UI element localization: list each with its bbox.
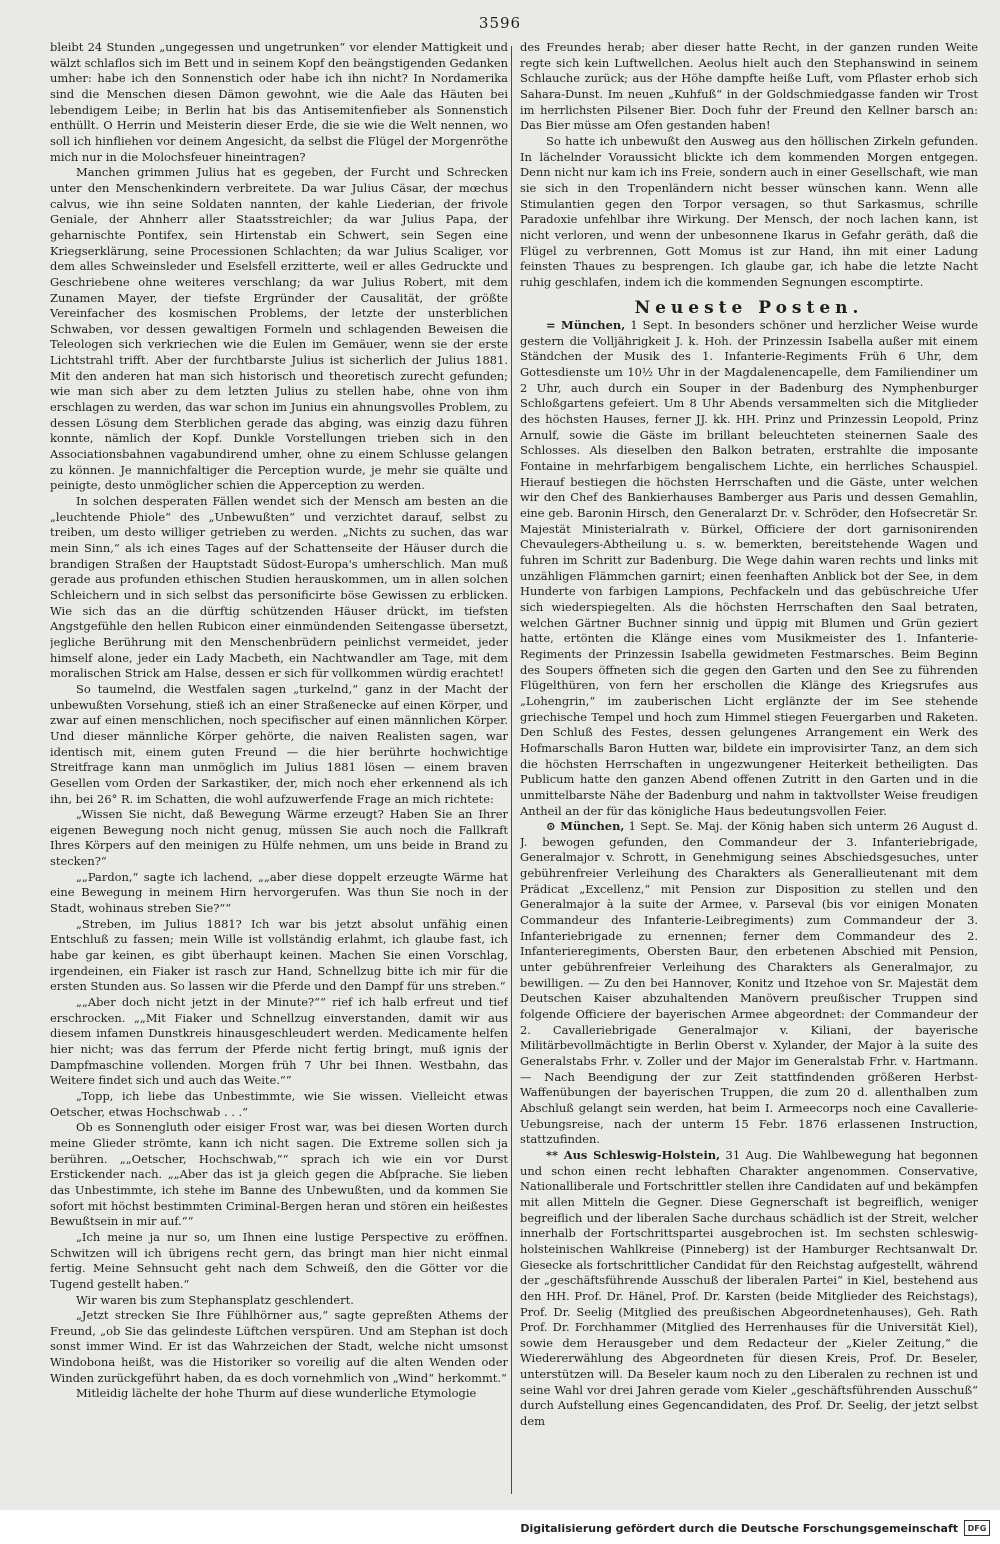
- column-right: [520, 40, 978, 1492]
- funding-note: Digitalisierung gefördert durch die Deutsche Forschungsgemeinschaft: [520, 1521, 958, 1535]
- paragraph: [50, 1293, 508, 1309]
- paragraph-text: „„Aber doch nicht jetzt in der Minute?““ rief ich halb erfreut und tief erschrocken. „„Mit Fiaker und Schnellzug einverstanden, damit wir aus diesem infamen Dunstkreis hinausgeschleudert werden. Medicamente helfen hier nicht; was das ferrum der Pferde nicht fertig bringt, muß ignis der Dampfmaschine vollenden. Morgen früh 7 Uhr bei Ihnen. Westbahn, das Weitere findet sich und auch das Weite.““: [50, 995, 508, 1088]
- paragraph-text: „Ich meine ja nur so, um Ihnen eine lustige Perspective zu eröffnen. Schwitzen will ich übrigens recht gern, das bringt man hier nicht einmal fertig. Meine Sehnsucht geht nach dem Schweiß, den die Götter vor die Tugend gestellt haben.“: [50, 1229, 508, 1291]
- paragraph-text: „Jetzt strecken Sie Ihre Fühlhörner aus,“ sagte gepreßten Athems der Freund, „ob Sie das gelindeste Lüftchen verspüren. Und am Stephan ist doch sonst immer Wind. Er ist das Wahrzeichen der Stadt, welche nicht umsonst Windobona heißt, was die Historiker so voreilig auf die alten Wenden oder Winden zurückgeführt haben, da es doch vornehmlich von „Wind“ herkommt.“: [50, 1308, 508, 1385]
- paragraph-text: des Freundes herab; aber dieser hatte Recht, in der ganzen runden Weite regte sich kein Luftwellchen. Aeolus hielt auch den Stephanswind in seinem Schlauche zurück; aus der Höhe dampfte heiße Luft, vom Pflaster erhob sich Sahara-Dunst. Im neuen „Kuhfuß“ in der Goldschmiedgasse fanden wir Trost im herrlichsten Pilsener Bier. Doch fuhr der Freund den Kellner barsch an: Das Bier müsse am Ofen gestanden haben!: [520, 40, 978, 133]
- paragraph: [50, 165, 508, 494]
- paragraph-text: So hatte ich unbewußt den Ausweg aus den höllischen Zirkeln gefunden. In lächelnder Voraussicht blickte ich dem kommenden Morgen entgegen. Denn nicht nur kam ich ins Freie, sondern auch in einer Gesellschaft, wie man sie sich in den Tropenländern nicht besser wünschen kann. Wenn alle Stimulantien gegen den Torpor versagen, so thut Sarkasmus, schrille Paradoxie unfehlbar ihre Wirkung. Der Mensch, der noch lachen kann, ist nicht verloren, und wenn der unbesonnene Ikarus in Gefahr geräth, daß die Flügel zu verbrennen, Gott Momus ist zur Hand, ihn mit einer Ladung feinsten Thaues zu besprengen. Ich glaube gar, ich habe die letzte Nacht ruhig geschlafen, indem ich die kommenden Segnungen escomptirte.: [520, 133, 978, 289]
- section-heading: Neueste Posten.: [634, 297, 864, 318]
- paragraph-text: 1 Sept. Se. Maj. der König haben sich unterm 26 August d. J. bewogen gefunden, den Commandeur der 3. Infanteriebrigade, Generalmajor v. Schrott, in Genehmigung seines Abschiedsgesuches, unter gebührenfreier Verleihung des Charakters als Generallieutenant mit dem Prädicat „Excellenz,“ mit Pension zur Disposition zu stellen und den Generalmajor à la suite der Armee, v. Parseval (bis vor einigen Monaten Commandeur des Infanterie-Leibregiments) zum Commandeur der 3. Infanteriebrigade zu ernennen; ferner dem Commandeur des 2. Infanterieregiments, Obersten Baur, den erbetenen Abschied mit Pension, unter gebührenfreier Verleihung des Charakters als Generalmajor, zu bewilligen. — Zu den bei Hannover, Konitz und Itzehoe von Sr. Majestät dem Deutschen Kaiser abzuhaltenden Manövern preußischer Truppen sind folgende Officiere der bayerischen Armee abgeordnet: der Commandeur der 2. Cavalleriebrigade Generalmajor v. Kiliani, der bayerische Militärbevollmächtigte in Berlin Oberst v. Xylander, der Major à la suite des Generalstabs Frhr. v. Zoller und der Major im Generalstab Frhr. v. Hartmann. — Nach Beendigung der zur Zeit stattfindenden größeren Herbst-Waffenübungen der bayerischen Truppen, die zum 20 d. allenthalben zum Abschluß gelangt sein werden, hat beim I. Armeecorps noch eine Cavallerie-Uebungsreise, nach der unterm 15 Febr. 1876 erlassenen Instruction, stattzufinden.: [520, 819, 978, 1147]
- footer-bar: [0, 1512, 1000, 1544]
- paragraph: [520, 1148, 978, 1430]
- paragraph-text: „Streben, im Julius 1881? Ich war bis jetzt absolut unfähig einen Entschluß zu fassen; mein Wille ist vollständig erlahmt, ich glaube fast, ich habe gar keinen, es gibt überhaupt keinen. Machen Sie einen Vorschlag, irgendeinen, ein Fiaker ist rasch zur Hand, Schnellzug bitte ich mir für die ersten Stunden aus. So lassen wir die Pferde und den Dampf für uns streben.“: [50, 916, 508, 994]
- paragraph: [50, 1089, 508, 1120]
- paragraph-text: Ob es Sonnengluth oder eisiger Frost war, was bei diesen Worten durch meine Glieder strömte, kann ich nicht sagen. Die Extreme sollen sich ja berühren. „„Oetscher, Hochschwab,““ sprach ich wie ein vor Durst Erstickender nach. „„Aber das ist ja gleich gegen die Abſprache. Sie lieben das Unbestimmte, ich stehe im Banne des Unbewußten, und da kommen Sie sofort mit höchst bestimmten Criminal-Bergen heran und stören ein heißestes Bewußtsein in mir auf.““: [50, 1120, 508, 1229]
- page-number: 3596: [478, 14, 522, 32]
- paragraph: [50, 870, 508, 917]
- paragraph: [50, 1230, 508, 1293]
- paragraph-text: „Topp, ich liebe das Unbestimmte, wie Sie wissen. Vielleicht etwas Oetscher, etwas Hochschwab . . .“: [50, 1088, 508, 1119]
- paragraph-text: In solchen desperaten Fällen wendet sich der Mensch am besten an die „leuchtende Phiole“ des „Unbewußten“ und verzichtet darauf, selbst zu treiben, um desto williger getrieben zu werden. „Nichts zu suchen, das war mein Sinn,“ als ich eines Tages auf der Schattenseite der Häuser durch die brandigen Straßen der Hauptstadt Südost-Europa's umherschlich. Man muß gerade aus profunden ethischen Studien herauskommen, um in allen solchen Schleichern und in sich selbst das personificirte böse Gewissen zu erblicken. Wie sich das an die dürftig schützenden Häuser drückt, im tiefsten Angstgefühle den hellen Rubicon einer einmündenden Seitengasse übersetzt, jegliche Berührung mit den Menschenbrüdern peinlichst vermeidet, jeder himself alone, jeder ein Lady Macbeth, ein Nachtwandler am Tage, mit dem moralischen Strick am Halse, dessen er sich für vollkommen würdig erachtet!: [50, 494, 508, 681]
- paragraph: [50, 1308, 508, 1386]
- column-left: [50, 40, 508, 1492]
- dateline: ** Aus Schleswig-Holstein,: [546, 1147, 721, 1162]
- paragraph: [520, 819, 978, 1148]
- feuilleton-continuation: [520, 40, 978, 291]
- paragraph: [50, 682, 508, 807]
- paragraph-text: Mitleidig lächelte der hohe Thurm auf diese wunderliche Etymologie: [76, 1386, 477, 1401]
- paragraph: [50, 1386, 508, 1402]
- paragraph-text: Manchen grimmen Julius hat es gegeben, der Furcht und Schrecken unter den Menschenkindern verbreitete. Da war Julius Cäsar, der mœchus calvus, wie ihn seine Soldaten nannten, der kahle Liederian, der frivole Geniale, der Ahnherr aller Staatsstreichler; da war Julius Papa, der geharnischte Pontifex, sein Hirtenstab ein Schwert, sein Segen eine Kriegserklärung, seine Processionen Schlachten; da war Julius Scaliger, vor dem alles Schweinsleder und Eselsfell erzitterte, weil er alles Gedruckte und Geschriebene ohne weiteres verschlang; da war Julius Robert, mit dem Zunamen Mayer, der tiefste Ergründer der Causalität, der größte Vereinfacher des kosmischen Problems, der letzte der unsterblichen Schwaben, vor dessen gewaltigen Formeln und schlagenden Beweisen die Teleologen sich verkriechen wie die Eulen im Gemäuer, wenn sie der erste Lichtstrahl trifft. Aber der furchtbarste Julius ist sicherlich der Julius 1881. Mit den anderen hat man sich historisch und theoretisch zurecht gefunden; wie man sich aber zu dem letzten Julius zu stellen habe, ohne von ihm erschlagen zu werden, das war schon im Junius ein ahnungsvolles Problem, zu dessen Lösung dem Sterblichen gerade das abging, was einzig dazu führen konnte, nämlich der Kopf. Dunkle Vorstellungen trieben sich in den Associationsbahnen vagabundirend umher, ohne zu einem Schlusse gelangen zu können. Je mannichfaltiger die Perception wurde, je mehr sie quälte und peinigte, desto unmöglicher schien die Apperception zu werden.: [50, 165, 508, 493]
- dateline: ⊙ München,: [546, 819, 625, 834]
- paragraph: [50, 494, 508, 682]
- paragraph: [50, 807, 508, 870]
- paragraph: [520, 40, 978, 134]
- paragraph-text: So taumelnd, die Westfalen sagen „turkelnd,“ ganz in der Macht der unbewußten Vorsehung, stieß ich an einer Straßenecke auf einen Körper, und zwar auf einen menschlichen, noch specifischer auf einen männlichen Körper. Und dieser männliche Körper gehörte, die naiven Realisten sagen, war identisch mit, einem guten Freund — die hier berührte hochwichtige Streitfrage kann man unmöglich im Julius 1881 lösen — einem braven Gesellen vom Orden der Sarkastiker, der, mich noch eher erkennend als ich ihn, bei 26° R. im Schatten, die wohl aufzuwerfende Frage an mich richtete:: [50, 681, 508, 806]
- paragraph: [50, 995, 508, 1089]
- paragraph-text: 1 Sept. In besonders schöner und herzlicher Weise wurde gestern die Volljährigkeit J. k. Hoh. der Prinzessin Isabella außer mit einem Ständchen der Musik des 1. Infanterie-Regiments Früh 6 Uhr, dem Gottesdienste um 10½ Uhr in der Magdalenencapelle, dem Familiendiner um 2 Uhr, auch durch ein Souper in der Badenburg des Nymphenburger Schloßgartens gefeiert. Um 8 Uhr Abends versammelten sich die Mitglieder des höchsten Hauses, ferner JJ. kk. HH. Prinz und Prinzessin Leopold, Prinz Arnulf, sowie die Gäste im brillant beleuchteten steinernen Saale des Schlosses. Als dieselben den Balkon betraten, erstrahlte die imposante Fontaine in mehrfarbigem bengalischem Lichte, ein herrliches Schauspiel. Hierauf bestiegen die höchsten Herrschaften und die Gäste, unter welchen wir den Chef des Bankierhauses Bamberger aus Paris und dessen Gemahlin, eine geb. Baronin Hirsch, den Generalarzt Dr. v. Schröder, den Hofsecretär Sr. Majestät Ministerialrath v. Bürkel, Officiere der dort garnisonirenden Chevaulegers-Abtheilung u. s. w. bemerkten, bereitstehende Wagen und fuhren im Schritt zur Badenburg. Die Wege dahin waren rechts und links mit unzähligen Flämmchen garnirt; einen feenhaften Anblick bot der See, in dem Hunderte von farbigen Lampions, Pechfackeln und das gebüschreiche Ufer sich wiederspiegelten. Als die höchsten Herrschaften den Saal betraten, welchen Gärtner Buchner sinnig und üppig mit Blumen und Grün geziert hatte, ertönten die Klänge eines vom Musikmeister des 1. Infanterie-Regiments der Prinzessin Isabella gewidmeten Festmarsches. Beim Beginn des Soupers öffneten sich die gegen den Garten und den See zu führenden Flügelthüren, von fern her erschollen die Klänge des Kriegsrufes aus „Lohengrin,“ im zauberischen Licht erglänzte der im See stehende griechische Tempel und hoch zum Himmel stiegen Feuergarben und Raketen. Den Schluß des Festes, dessen gelungenes Arrangement ein Werk des Hofmarschalls Baron Hutten war, bildete ein improvisirter Tanz, an dem sich die höchsten Herrschaften in ungezwungener Heiterkeit betheiligten. Das Publicum hatte den ganzen Abend offenen Zutritt in den Garten und in die unmittelbarste Nähe der Badenburg und nahm in taktvollster Weise freudigen Antheil an der für das königliche Haus bedeutungsvollen Feier.: [520, 318, 978, 818]
- paragraph-text: bleibt 24 Stunden „ungegessen und ungetrunken“ vor elender Mattigkeit und wälzt schlaflos sich im Bett und in seinem Kopf den beängstigenden Gedanken umher: habe ich den Sonnenstich oder habe ich ihn nicht? In Nordamerika sind die Menschen diesen Dämon gewohnt, wie die Aale das Häuten bei lebendigem Leibe; in Berlin hat bis das Antisemitenfieber als Sonnenstich enthüllt. O Herrin und Meisterin dieser Erde, die sie wie die Welt nennen, wo soll ich hinfliehen vor deinem Angesicht, da selbst die Flügel der Morgenröthe mich nur in die Molochsfeuer hineintragen?: [50, 40, 508, 164]
- paragraph-text: Wir waren bis zum Stephansplatz geschlendert.: [76, 1292, 354, 1307]
- news-section: [520, 318, 978, 1430]
- paragraph-text: 31 Aug. Die Wahlbewegung hat begonnen und schon einen recht lebhaften Charakter angenommen. Conservative, Nationalliberale und Fortschrittler stellen ihre Candidaten auf und bekämpfen mit allen Mitteln die Gegner. Diese Gegnerschaft ist begreiflich, weniger begreiflich und der liberalen Sache durchaus schädlich ist der Streit, welcher innerhalb der Fortschrittspartei ausgebrochen ist. Im sechsten schleswig-holsteinischen Wahlkreise (Pinneberg) ist der Hamburger Rechtsanwalt Dr. Giesecke als fortschrittlicher Candidat für den Reichstag aufgestellt, während der „geschäftsführende Ausschuß der liberalen Partei“ in Kiel, bestehend aus den HH. Prof. Dr. Hänel, Prof. Dr. Karsten (beide Mitglieder des Reichstags), Prof. Dr. Seelig (Mitglied des preußischen Abgeordnetenhauses), Geh. Rath Prof. Dr. Forchhammer (Mitglied des Herrenhauses für die Universität Kiel), sowie dem Herausgeber und dem Redacteur der „Kieler Zeitung,“ die Wiedererwählung des Abgeordneten für diesen Kreis, Prof. Dr. Beseler, unterstützen will. Da Beseler kaum noch zu den Liberalen zu rechnen ist und seine Wahl vor drei Jahren gerade vom Kieler „geschäftsführenden Ausschuß“ durch Aufstellung eines Gegencandidaten, des Prof. Dr. Seelig, der jetzt selbst dem: [520, 1147, 978, 1429]
- paragraph: [50, 40, 508, 165]
- dfg-logo: DFG: [964, 1520, 990, 1536]
- paragraph: [50, 917, 508, 995]
- paragraph-text: „Wissen Sie nicht, daß Bewegung Wärme erzeugt? Haben Sie an Ihrer eigenen Bewegung noch nicht genug, müssen Sie auch noch die Fallkraft Ihres Körpers auf den meinigen zu Hülfe nehmen, um uns beide in Brand zu stecken?“: [50, 807, 508, 869]
- paragraph: [520, 318, 978, 819]
- dateline: = München,: [546, 318, 626, 333]
- paragraph: [50, 1120, 508, 1230]
- paragraph: [520, 134, 978, 291]
- paragraph-text: „„Pardon,“ sagte ich lachend, „„aber diese doppelt erzeugte Wärme hat eine Bewegung in meinem Hirn hervorgerufen. Was thun Sie noch in der Stadt, wohinaus streben Sie?““: [50, 869, 508, 916]
- column-divider: [511, 46, 512, 1494]
